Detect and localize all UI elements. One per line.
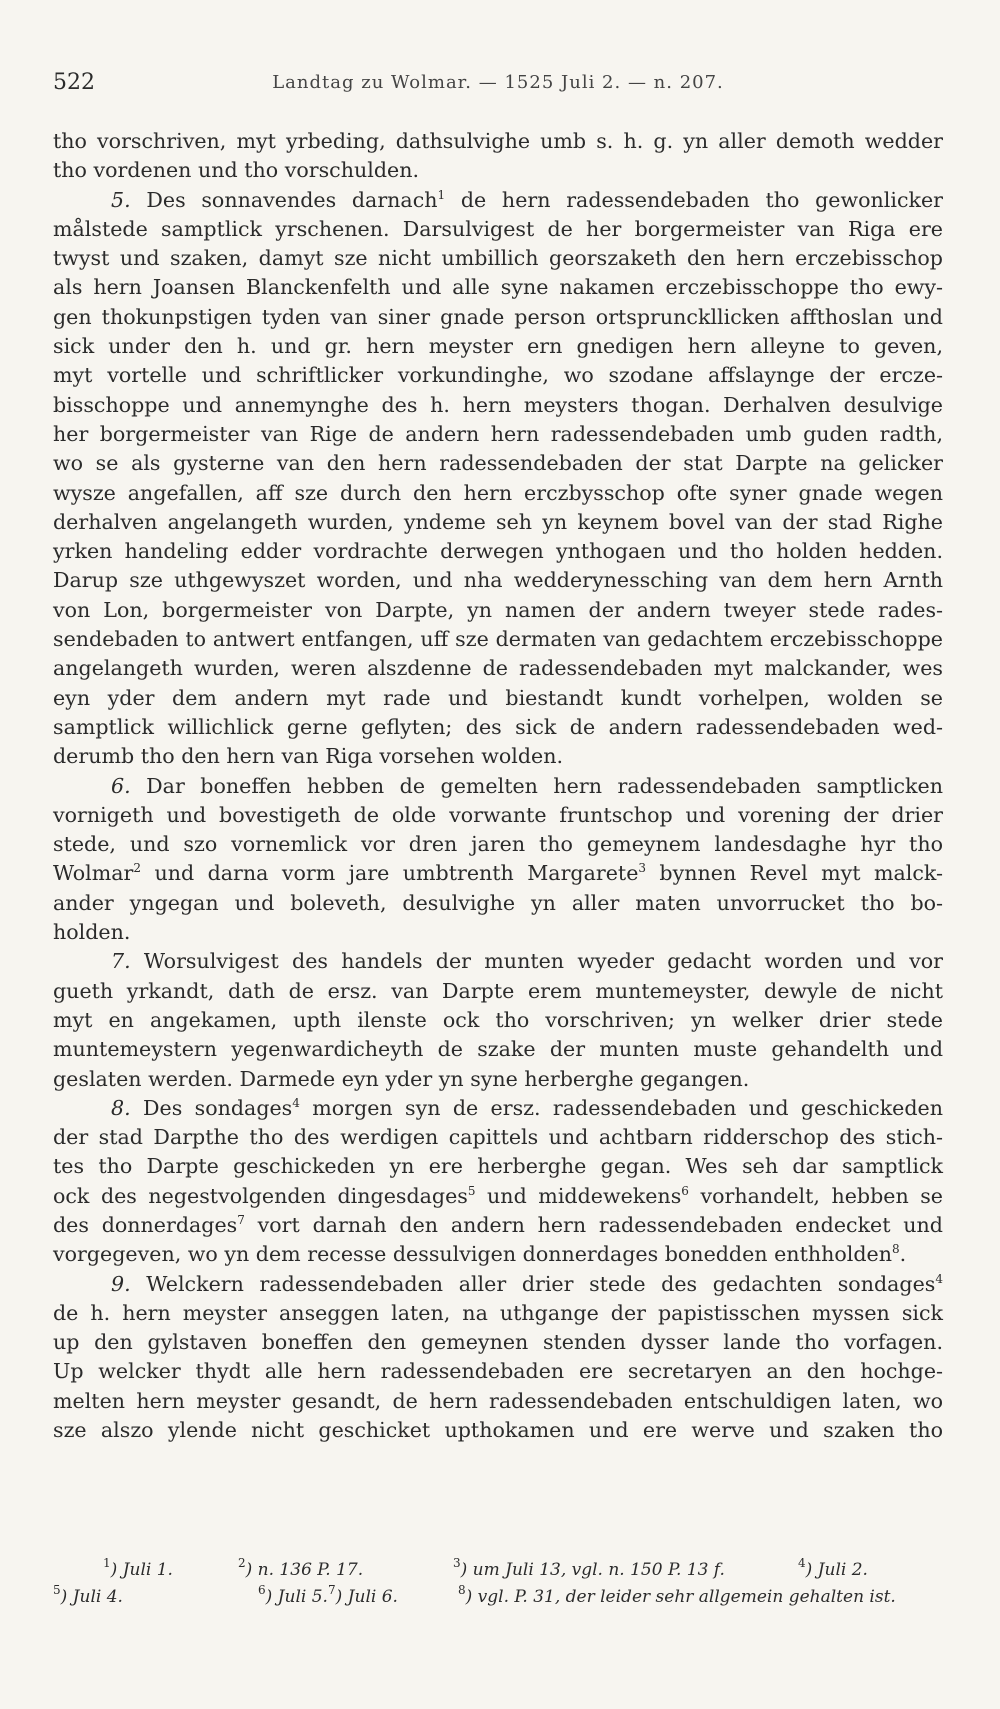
footnote-mark: 3 bbox=[453, 1556, 461, 1570]
running-header bbox=[53, 70, 943, 102]
text-line: stede, und szo vornemlick vor dren jaren tho gemeynem landesdaghe hyr tho bbox=[53, 832, 943, 857]
footnote-row bbox=[53, 1584, 943, 1611]
footnote-6 bbox=[208, 1584, 328, 1611]
footnote-mark: 8 bbox=[458, 1583, 466, 1597]
text-line: angelangeth wurden, weren alszdenne de radessendebaden myt malckander, wes bbox=[53, 656, 943, 681]
footnote-text: ) n. 136 P. 17. bbox=[245, 1560, 364, 1580]
footnote-ref: 6 bbox=[681, 1183, 689, 1198]
text-line bbox=[53, 1211, 943, 1240]
text-span: Welckern radessendebaden aller drier stede des gedachten sondages bbox=[130, 1271, 936, 1296]
text-line: derumb tho den hern van Riga vorsehen wolden. bbox=[53, 744, 564, 769]
paragraph-5-line bbox=[53, 186, 943, 215]
text-span: und middewekens bbox=[475, 1183, 682, 1208]
text-line: von Lon, borgermeister von Darpte, yn namen der andern tweyer stede rades- bbox=[53, 597, 943, 622]
text-line: wysze angefallen, aff sze durch den hern erczbysschop ofte syner gnade wegen bbox=[53, 480, 943, 505]
text-line: geslaten werden. Darmede eyn yder yn syne herberghe gegangen. bbox=[53, 1066, 750, 1091]
text-line: derhalven angelangeth wurden, yndeme seh yn keynem bovel van der stad Righe bbox=[53, 509, 943, 534]
footnote-7 bbox=[328, 1584, 458, 1611]
footnote-mark: 4 bbox=[798, 1556, 806, 1570]
text-span: Worsulvigest des handels der munten wyeder gedacht worden und vor bbox=[130, 949, 943, 974]
text-line: yrken handeling edder vordrachte derwegen ynthogaen und tho holden hedden. bbox=[53, 539, 943, 564]
text-span: vort darnah den andern hern radessendebaden endecket und bbox=[244, 1212, 943, 1237]
running-title: Landtag zu Wolmar. — 1525 Juli 2. — n. 207. bbox=[272, 72, 724, 93]
text-line: gueth yrkandt, dath de ersz. van Darpte erem muntemeyster, dewyle de nicht bbox=[53, 978, 943, 1003]
text-span: Des sonnavendes darnach bbox=[130, 187, 438, 212]
text-line: der stad Darpthe tho des werdigen capittels und achtbarn ridderschop des stich- bbox=[53, 1125, 943, 1150]
text-line: her borgermeister van Rige de andern hern radessendebaden umb guden radth, bbox=[53, 421, 943, 446]
footnote-text: ) Juli 6. bbox=[335, 1587, 398, 1607]
text-line: sendebaden to antwert entfangen, uff sze dermaten van gedachtem erczebisschoppe bbox=[53, 627, 943, 652]
section-number: 8. bbox=[111, 1095, 131, 1120]
footnote-mark: 5 bbox=[53, 1583, 61, 1597]
footnote-ref: 7 bbox=[237, 1212, 245, 1227]
text-span: vorhandelt, hebben se bbox=[688, 1183, 943, 1208]
footnote-ref: 3 bbox=[638, 861, 647, 876]
section-number: 9. bbox=[111, 1271, 131, 1296]
footnote-ref: 4 bbox=[292, 1095, 300, 1110]
footnote-4 bbox=[798, 1557, 943, 1584]
text-line: Up welcker thydt alle hern radessendebaden ere secretaryen an den hochge- bbox=[53, 1359, 943, 1384]
text-line: melten hern meyster gesandt, de hern radessendebaden entschuldigen laten, wo bbox=[53, 1388, 943, 1413]
text-line: Darup sze uthgewyszet worden, und nha wedderynessching van dem hern Arnth bbox=[53, 568, 943, 593]
text-line: tho vordenen und tho vorschulden. bbox=[53, 158, 420, 183]
text-span: Des sondages bbox=[130, 1095, 293, 1120]
text-line: twyst und szaken, damyt sze nicht umbillich georszaketh den hern erczebisschop bbox=[53, 246, 943, 271]
text-line: gen thokunpstigen tyden van siner gnade person ortsprunckllicken affthoslan und bbox=[53, 304, 943, 329]
body-text bbox=[53, 127, 943, 1445]
text-line bbox=[53, 859, 943, 888]
text-span: Wolmar bbox=[53, 861, 134, 886]
footnote-8 bbox=[458, 1584, 943, 1611]
text-line: samptlick willichlick gerne geflyten; des sick de andern radessendebaden wed- bbox=[53, 714, 943, 739]
text-line: wo se als gysterne van den hern radessendebaden der stat Darpte na gelicker bbox=[53, 451, 943, 476]
text-line: eyn yder dem andern myt rade und biestandt kundt vorhelpen, wolden se bbox=[53, 685, 943, 710]
footnote-text: ) Juli 1. bbox=[110, 1560, 173, 1580]
paragraph-9-line bbox=[53, 1270, 943, 1299]
text-line: tes tho Darpte geschickeden yn ere herberghe gegan. Wes seh dar samptlick bbox=[53, 1154, 943, 1179]
text-span: des donnerdages bbox=[53, 1212, 238, 1237]
text-span: vorgegeven, wo yn dem recesse dessulvigen donnerdages bonedden enthholden bbox=[53, 1242, 892, 1267]
section-number: 5. bbox=[111, 187, 131, 212]
paragraph-6-line bbox=[53, 772, 943, 801]
text-span: morgen syn de ersz. radessendebaden und geschickeden bbox=[299, 1095, 944, 1120]
text-line: bisschoppe und annemynghe des h. hern meysters thogan. Derhalven desulvige bbox=[53, 392, 943, 417]
footnote-5 bbox=[53, 1584, 208, 1611]
text-line: vornigeth und bovestigeth de olde vorwante fruntschop und vorening der drier bbox=[53, 802, 943, 827]
text-line: tho vorschriven, myt yrbeding, dathsulvighe umb s. h. g. yn aller demoth wedder bbox=[53, 129, 943, 153]
footnote-text: ) Juli 2. bbox=[805, 1560, 868, 1580]
footnote-text: ) Juli 5. bbox=[265, 1587, 328, 1607]
text-line bbox=[53, 1240, 943, 1269]
text-line: up den gylstaven boneffen den gemeynen stenden dysser lande tho vorfagen. bbox=[53, 1330, 943, 1355]
footnote-1 bbox=[53, 1557, 238, 1584]
text-span: bynnen Revel myt malck- bbox=[646, 861, 943, 886]
text-line: als hern Joansen Blanckenfelth und alle syne nakamen erczebisschoppe tho ewy- bbox=[53, 275, 943, 300]
footnote-mark: 1 bbox=[103, 1556, 111, 1570]
footnote-text: ) um Juli 13, vgl. n. 150 P. 13 f. bbox=[460, 1560, 725, 1580]
paragraph-7-line bbox=[53, 947, 943, 976]
footnote-2 bbox=[238, 1557, 453, 1584]
footnote-3 bbox=[453, 1557, 798, 1584]
text-line bbox=[53, 1182, 943, 1211]
text-line: muntemeystern yegenwardicheyth de szake der munten muste gehandelth und bbox=[53, 1037, 943, 1062]
text-line: myt en angekamen, upth ilenste ock tho vorschriven; yn welker drier stede bbox=[53, 1007, 943, 1032]
text-line: myt vortelle und schriftlicker vorkundinghe, wo szodane affslaynge der ercze- bbox=[53, 363, 943, 388]
footnote-ref: 4 bbox=[935, 1271, 943, 1286]
text-line: ander yngegan und boleveth, desulvighe yn aller maten unvorrucket tho bo- bbox=[53, 890, 943, 915]
text-line: holden. bbox=[53, 920, 131, 945]
footnote-row bbox=[53, 1557, 943, 1584]
footnote-mark: 2 bbox=[238, 1556, 246, 1570]
text-span: ock des negestvolgenden dingesdages bbox=[53, 1183, 468, 1208]
text-line: sick under den h. und gr. hern meyster ern gnedigen hern alleyne to geven, bbox=[53, 334, 943, 359]
footnote-text: ) vgl. P. 31, der leider sehr allgemein gehalten ist. bbox=[465, 1587, 896, 1607]
text-span: und darna vorm jare umbtrenth Margarete bbox=[141, 861, 639, 886]
paragraph-8-line bbox=[53, 1094, 943, 1123]
footnote-text: ) Juli 4. bbox=[60, 1587, 123, 1607]
text-line: de h. hern meyster anseggen laten, na uthgange der papistisschen myssen sick bbox=[53, 1300, 943, 1325]
text-line: målstede samptlick yrschenen. Darsulvigest de her borgermeister van Riga ere bbox=[53, 216, 943, 241]
text-span: . bbox=[899, 1242, 907, 1267]
section-number: 6. bbox=[111, 773, 131, 798]
footnotes bbox=[53, 1557, 943, 1611]
page-number: 522 bbox=[53, 70, 95, 95]
footnote-mark: 6 bbox=[258, 1583, 266, 1597]
footnote-ref: 5 bbox=[467, 1183, 476, 1198]
footnote-ref: 1 bbox=[437, 187, 446, 202]
text-span: de hern radessendebaden tho gewonlicker bbox=[445, 187, 943, 212]
text-line: sze alszo ylende nicht geschicket upthokamen und ere werve und szaken tho bbox=[53, 1418, 943, 1443]
section-number: 7. bbox=[111, 949, 131, 974]
footnote-ref: 8 bbox=[891, 1242, 900, 1257]
text-span: Dar boneffen hebben de gemelten hern radessendebaden samptlicken bbox=[130, 773, 943, 798]
footnote-mark: 7 bbox=[328, 1583, 336, 1597]
footnote-ref: 2 bbox=[133, 861, 142, 876]
